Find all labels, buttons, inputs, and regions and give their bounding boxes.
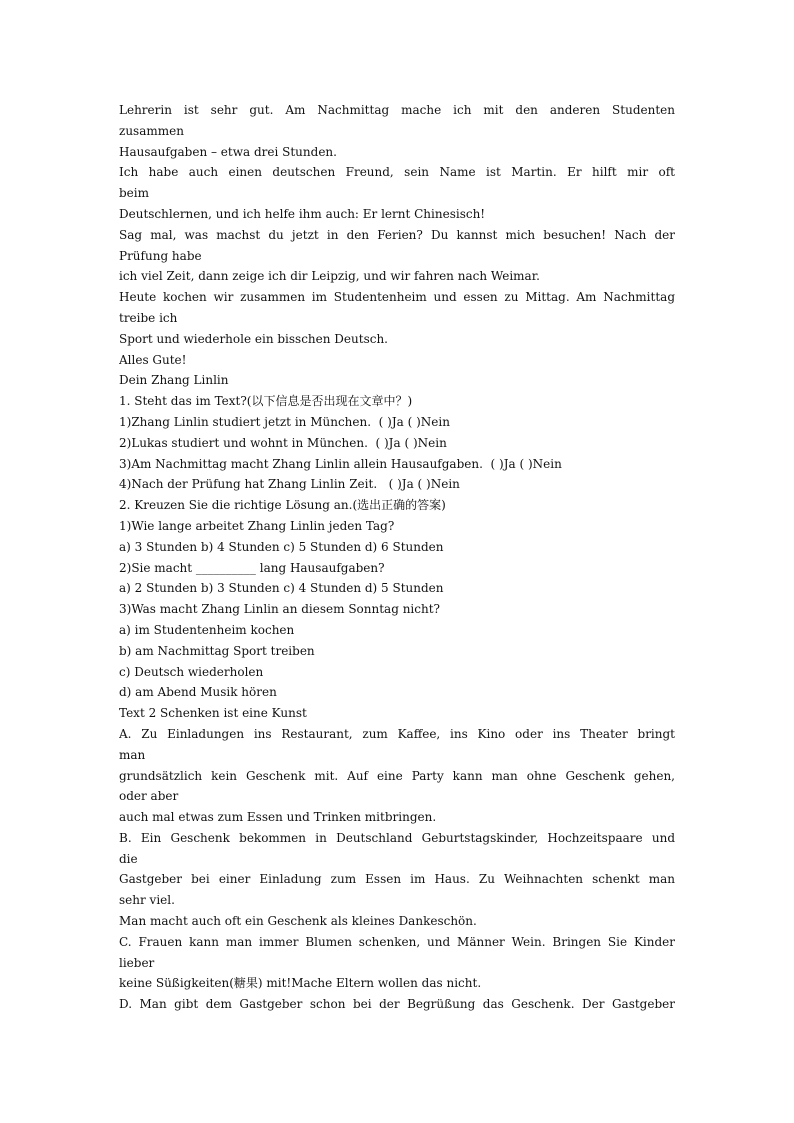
text-line: lieber bbox=[119, 955, 155, 970]
text-line: Dein Zhang Linlin bbox=[119, 373, 229, 388]
text-line: Lehrerin ist sehr gut. Am Nachmittag mache ich mit den anderen Studenten bbox=[119, 103, 675, 117]
text-line: die bbox=[119, 851, 138, 866]
text-line: Hausaufgaben – etwa drei Stunden. bbox=[119, 144, 337, 159]
text-line: zusammen bbox=[119, 123, 184, 138]
text-line: oder aber bbox=[119, 789, 179, 804]
text-line: grundsätzlich kein Geschenk mit. Auf eine Party kann man ohne Geschenk gehen, bbox=[119, 768, 675, 783]
question-item: 3)Am Nachmittag macht Zhang Linlin allein Hausaufgaben. ( )Ja ( )Nein bbox=[119, 456, 562, 471]
answer-option: d) am Abend Musik hören bbox=[119, 685, 277, 700]
text-line: Gastgeber bei einer Einladung zum Essen im Haus. Zu Weihnachten schenkt man bbox=[119, 872, 675, 887]
text-line: man bbox=[119, 747, 146, 762]
text-line: Prüfung habe bbox=[119, 248, 202, 263]
text-line: A. Zu Einladungen ins Restaurant, zum Kaffee, ins Kino oder ins Theater bringt bbox=[119, 726, 675, 741]
section-title: Text 2 Schenken ist eine Kunst bbox=[119, 706, 307, 721]
text-line: C. Frauen kann man immer Blumen schenken, und Männer Wein. Bringen Sie Kinder bbox=[119, 934, 675, 949]
text-line: keine Süßigkeiten(糖果) mit!Mache Eltern wollen das nicht. bbox=[119, 976, 482, 991]
document-body bbox=[119, 100, 675, 1015]
text-line: treibe ich bbox=[119, 310, 178, 325]
text-line: D. Man gibt dem Gastgeber schon bei der Begrüßung das Geschenk. Der Gastgeber bbox=[119, 997, 675, 1012]
text-line: Alles Gute! bbox=[119, 352, 187, 367]
answer-options: a) 3 Stunden b) 4 Stunden c) 5 Stunden d) 6 Stunden bbox=[119, 539, 444, 554]
answer-options: a) 2 Stunden b) 3 Stunden c) 4 Stunden d) 5 Stunden bbox=[119, 581, 444, 596]
text-line: Ich habe auch einen deutschen Freund, sein Name ist Martin. Er hilft mir oft bbox=[119, 165, 675, 180]
text-line: Man macht auch oft ein Geschenk als kleines Dankeschön. bbox=[119, 914, 477, 929]
answer-option: c) Deutsch wiederholen bbox=[119, 664, 264, 679]
text-line: beim bbox=[119, 186, 149, 201]
text-line: Sag mal, was machst du jetzt in den Ferien? Du kannst mich besuchen! Nach der bbox=[119, 227, 675, 242]
text-line: ich viel Zeit, dann zeige ich dir Leipzig, und wir fahren nach Weimar. bbox=[119, 269, 540, 284]
answer-option: b) am Nachmittag Sport treiben bbox=[119, 643, 315, 658]
question-item: 1)Zhang Linlin studiert jetzt in München. ( )Ja ( )Nein bbox=[119, 414, 450, 429]
question-item: 2)Lukas studiert und wohnt in München. ( )Ja ( )Nein bbox=[119, 435, 447, 450]
text-line: B. Ein Geschenk bekommen in Deutschland Geburtstagskinder, Hochzeitspaare und bbox=[119, 830, 675, 845]
text-line: Heute kochen wir zusammen im Studentenheim und essen zu Mittag. Am Nachmittag bbox=[119, 290, 675, 305]
question-item: 2)Sie macht __________ lang Hausaufgaben? bbox=[119, 560, 385, 575]
question-item: 3)Was macht Zhang Linlin an diesem Sonntag nicht? bbox=[119, 602, 440, 617]
question-heading: 2. Kreuzen Sie die richtige Lösung an.(选出正确的答案) bbox=[119, 498, 446, 513]
text-line: Deutschlernen, und ich helfe ihm auch: Er lernt Chinesisch! bbox=[119, 206, 486, 221]
question-item: 4)Nach der Prüfung hat Zhang Linlin Zeit. ( )Ja ( )Nein bbox=[119, 477, 460, 492]
question-heading: 1. Steht das im Text?(以下信息是否出现在文章中？) bbox=[119, 394, 413, 409]
text-line: Sport und wiederhole ein bisschen Deutsch. bbox=[119, 331, 388, 346]
question-item: 1)Wie lange arbeitet Zhang Linlin jeden Tag? bbox=[119, 518, 395, 533]
text-line: sehr viel. bbox=[119, 893, 175, 908]
answer-option: a) im Studentenheim kochen bbox=[119, 622, 295, 637]
text-line: auch mal etwas zum Essen und Trinken mitbringen. bbox=[119, 810, 437, 825]
